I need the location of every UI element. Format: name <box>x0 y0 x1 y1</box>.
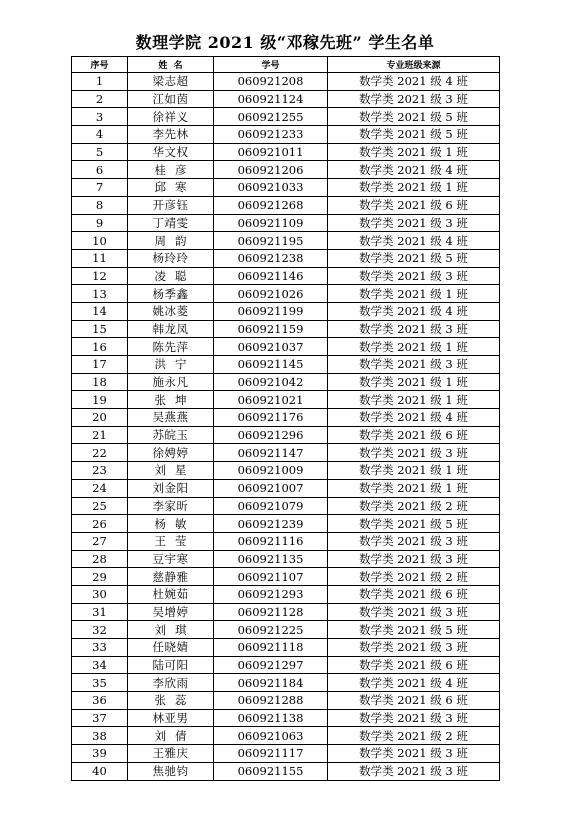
header-name: 姓 名 <box>128 57 214 73</box>
row-student-id-cell: 060921159 <box>214 320 328 338</box>
table-row <box>72 161 500 179</box>
row-index-cell: 26 <box>72 515 128 533</box>
row-student-id-cell: 060921117 <box>214 745 328 763</box>
row-index-cell: 20 <box>72 409 128 427</box>
row-class-source-cell: 数学类 2021 级 6 班 <box>328 656 500 674</box>
table-row <box>72 179 500 197</box>
row-index-cell: 25 <box>72 497 128 515</box>
table-row <box>72 108 500 126</box>
row-name-cell: 邱寒 <box>128 179 214 197</box>
row-name-cell: 陈先萍 <box>128 338 214 356</box>
row-index-cell: 32 <box>72 621 128 639</box>
row-name-cell: 李欣雨 <box>128 674 214 692</box>
row-index-cell: 19 <box>72 391 128 409</box>
table-row <box>72 462 500 480</box>
row-student-id-cell: 060921238 <box>214 249 328 267</box>
table-row <box>72 356 500 374</box>
row-class-source-cell: 数学类 2021 级 3 班 <box>328 267 500 285</box>
row-index-cell: 6 <box>72 161 128 179</box>
row-name-cell: 周韵 <box>128 232 214 250</box>
row-student-id-cell: 060921021 <box>214 391 328 409</box>
table-row <box>72 232 500 250</box>
row-index-cell: 4 <box>72 126 128 144</box>
row-class-source-cell: 数学类 2021 级 6 班 <box>328 196 500 214</box>
row-class-source-cell: 数学类 2021 级 1 班 <box>328 143 500 161</box>
row-student-id-cell: 060921128 <box>214 603 328 621</box>
row-index-cell: 15 <box>72 320 128 338</box>
row-student-id-cell: 060921208 <box>214 73 328 91</box>
row-name-cell: 徐娉婷 <box>128 444 214 462</box>
row-index-cell: 23 <box>72 462 128 480</box>
row-class-source-cell: 数学类 2021 级 4 班 <box>328 302 500 320</box>
row-class-source-cell: 数学类 2021 级 4 班 <box>328 409 500 427</box>
row-index-cell: 30 <box>72 585 128 603</box>
row-name-cell: 苏皖玉 <box>128 426 214 444</box>
row-class-source-cell: 数学类 2021 级 4 班 <box>328 73 500 91</box>
row-name-cell: 张坤 <box>128 391 214 409</box>
table-row <box>72 550 500 568</box>
row-index-cell: 38 <box>72 727 128 745</box>
row-name-cell: 李家昕 <box>128 497 214 515</box>
row-name-cell: 杜婉茹 <box>128 585 214 603</box>
row-student-id-cell: 060921206 <box>214 161 328 179</box>
table-row <box>72 338 500 356</box>
row-class-source-cell: 数学类 2021 级 3 班 <box>328 639 500 657</box>
row-index-cell: 29 <box>72 568 128 586</box>
table-row <box>72 267 500 285</box>
row-student-id-cell: 060921199 <box>214 302 328 320</box>
row-index-cell: 10 <box>72 232 128 250</box>
row-student-id-cell: 060921138 <box>214 709 328 727</box>
row-name-cell: 徐祥义 <box>128 108 214 126</box>
row-index-cell: 33 <box>72 639 128 657</box>
row-student-id-cell: 060921293 <box>214 585 328 603</box>
row-name-cell: 王莹 <box>128 532 214 550</box>
row-student-id-cell: 060921118 <box>214 639 328 657</box>
table-row <box>72 426 500 444</box>
student-roster-table <box>71 56 500 781</box>
table-row <box>72 674 500 692</box>
row-student-id-cell: 060921042 <box>214 373 328 391</box>
row-student-id-cell: 060921297 <box>214 656 328 674</box>
row-class-source-cell: 数学类 2021 级 2 班 <box>328 727 500 745</box>
table-row <box>72 692 500 710</box>
row-student-id-cell: 060921255 <box>214 108 328 126</box>
table-row <box>72 126 500 144</box>
row-class-source-cell: 数学类 2021 级 1 班 <box>328 462 500 480</box>
row-index-cell: 22 <box>72 444 128 462</box>
row-class-source-cell: 数学类 2021 级 5 班 <box>328 621 500 639</box>
row-name-cell: 江如茵 <box>128 90 214 108</box>
row-index-cell: 16 <box>72 338 128 356</box>
row-index-cell: 1 <box>72 73 128 91</box>
table-body <box>72 73 500 781</box>
table-row <box>72 745 500 763</box>
row-class-source-cell: 数学类 2021 级 2 班 <box>328 497 500 515</box>
row-name-cell: 杨季鑫 <box>128 285 214 303</box>
header-index: 序号 <box>72 57 128 73</box>
table-row <box>72 709 500 727</box>
row-index-cell: 40 <box>72 762 128 780</box>
table-header-row <box>72 57 500 73</box>
row-student-id-cell: 060921268 <box>214 196 328 214</box>
table-row <box>72 639 500 657</box>
row-student-id-cell: 060921145 <box>214 356 328 374</box>
row-class-source-cell: 数学类 2021 级 5 班 <box>328 249 500 267</box>
table-row <box>72 143 500 161</box>
row-class-source-cell: 数学类 2021 级 6 班 <box>328 692 500 710</box>
row-name-cell: 凌聪 <box>128 267 214 285</box>
row-name-cell: 梁志超 <box>128 73 214 91</box>
row-class-source-cell: 数学类 2021 级 1 班 <box>328 479 500 497</box>
row-class-source-cell: 数学类 2021 级 3 班 <box>328 709 500 727</box>
row-class-source-cell: 数学类 2021 级 3 班 <box>328 90 500 108</box>
row-class-source-cell: 数学类 2021 级 3 班 <box>328 444 500 462</box>
row-student-id-cell: 060921176 <box>214 409 328 427</box>
table-row <box>72 409 500 427</box>
row-name-cell: 开彦钰 <box>128 196 214 214</box>
row-index-cell: 39 <box>72 745 128 763</box>
row-class-source-cell: 数学类 2021 级 3 班 <box>328 214 500 232</box>
row-student-id-cell: 060921007 <box>214 479 328 497</box>
row-class-source-cell: 数学类 2021 级 1 班 <box>328 179 500 197</box>
row-index-cell: 31 <box>72 603 128 621</box>
row-student-id-cell: 060921109 <box>214 214 328 232</box>
row-student-id-cell: 060921296 <box>214 426 328 444</box>
row-name-cell: 华文权 <box>128 143 214 161</box>
table-row <box>72 727 500 745</box>
row-class-source-cell: 数学类 2021 级 5 班 <box>328 126 500 144</box>
row-name-cell: 刘琪 <box>128 621 214 639</box>
row-student-id-cell: 060921009 <box>214 462 328 480</box>
row-index-cell: 18 <box>72 373 128 391</box>
row-class-source-cell: 数学类 2021 级 1 班 <box>328 391 500 409</box>
row-index-cell: 13 <box>72 285 128 303</box>
row-student-id-cell: 060921124 <box>214 90 328 108</box>
table-row <box>72 214 500 232</box>
row-index-cell: 7 <box>72 179 128 197</box>
row-student-id-cell: 060921011 <box>214 143 328 161</box>
row-name-cell: 杨玲玲 <box>128 249 214 267</box>
row-student-id-cell: 060921155 <box>214 762 328 780</box>
row-student-id-cell: 060921225 <box>214 621 328 639</box>
header-student-id: 学号 <box>214 57 328 73</box>
row-index-cell: 36 <box>72 692 128 710</box>
row-index-cell: 8 <box>72 196 128 214</box>
row-name-cell: 桂彦 <box>128 161 214 179</box>
row-index-cell: 24 <box>72 479 128 497</box>
row-name-cell: 刘星 <box>128 462 214 480</box>
table-row <box>72 249 500 267</box>
table-row <box>72 285 500 303</box>
row-index-cell: 35 <box>72 674 128 692</box>
row-name-cell: 张蕊 <box>128 692 214 710</box>
row-student-id-cell: 060921146 <box>214 267 328 285</box>
row-class-source-cell: 数学类 2021 级 4 班 <box>328 674 500 692</box>
table-row <box>72 585 500 603</box>
row-name-cell: 刘金阳 <box>128 479 214 497</box>
row-student-id-cell: 060921063 <box>214 727 328 745</box>
row-student-id-cell: 060921026 <box>214 285 328 303</box>
row-student-id-cell: 060921033 <box>214 179 328 197</box>
table-row <box>72 320 500 338</box>
document-title: 数理学院 2021 级“邓稼先班” 学生名单 <box>135 33 435 52</box>
row-index-cell: 9 <box>72 214 128 232</box>
row-student-id-cell: 060921037 <box>214 338 328 356</box>
table-row <box>72 621 500 639</box>
row-class-source-cell: 数学类 2021 级 3 班 <box>328 745 500 763</box>
row-student-id-cell: 060921233 <box>214 126 328 144</box>
row-class-source-cell: 数学类 2021 级 4 班 <box>328 232 500 250</box>
row-name-cell: 慈静雅 <box>128 568 214 586</box>
row-class-source-cell: 数学类 2021 级 4 班 <box>328 161 500 179</box>
row-name-cell: 李先林 <box>128 126 214 144</box>
row-name-cell: 丁靖雯 <box>128 214 214 232</box>
table-row <box>72 73 500 91</box>
table-row <box>72 444 500 462</box>
table-row <box>72 515 500 533</box>
row-index-cell: 3 <box>72 108 128 126</box>
row-name-cell: 豆宇寒 <box>128 550 214 568</box>
row-index-cell: 34 <box>72 656 128 674</box>
row-student-id-cell: 060921107 <box>214 568 328 586</box>
table-row <box>72 656 500 674</box>
row-name-cell: 焦驰钧 <box>128 762 214 780</box>
table-row <box>72 762 500 780</box>
header-class-source: 专业班级来源 <box>328 57 500 73</box>
row-index-cell: 2 <box>72 90 128 108</box>
row-index-cell: 14 <box>72 302 128 320</box>
row-index-cell: 21 <box>72 426 128 444</box>
table-row <box>72 532 500 550</box>
table-row <box>72 90 500 108</box>
row-index-cell: 5 <box>72 143 128 161</box>
row-student-id-cell: 060921079 <box>214 497 328 515</box>
table-row <box>72 568 500 586</box>
row-index-cell: 17 <box>72 356 128 374</box>
row-name-cell: 刘倩 <box>128 727 214 745</box>
row-student-id-cell: 060921116 <box>214 532 328 550</box>
row-class-source-cell: 数学类 2021 级 2 班 <box>328 568 500 586</box>
row-name-cell: 林亚男 <box>128 709 214 727</box>
row-student-id-cell: 060921239 <box>214 515 328 533</box>
row-class-source-cell: 数学类 2021 级 1 班 <box>328 338 500 356</box>
row-student-id-cell: 060921195 <box>214 232 328 250</box>
row-name-cell: 吴增婷 <box>128 603 214 621</box>
row-student-id-cell: 060921288 <box>214 692 328 710</box>
row-index-cell: 11 <box>72 249 128 267</box>
row-class-source-cell: 数学类 2021 级 3 班 <box>328 603 500 621</box>
row-name-cell: 任晓婧 <box>128 639 214 657</box>
row-index-cell: 27 <box>72 532 128 550</box>
row-index-cell: 28 <box>72 550 128 568</box>
table-row <box>72 603 500 621</box>
row-class-source-cell: 数学类 2021 级 5 班 <box>328 515 500 533</box>
row-class-source-cell: 数学类 2021 级 6 班 <box>328 426 500 444</box>
row-class-source-cell: 数学类 2021 级 3 班 <box>328 356 500 374</box>
row-index-cell: 37 <box>72 709 128 727</box>
row-name-cell: 王雅庆 <box>128 745 214 763</box>
row-student-id-cell: 060921184 <box>214 674 328 692</box>
row-name-cell: 施永凡 <box>128 373 214 391</box>
row-name-cell: 吴燕燕 <box>128 409 214 427</box>
row-name-cell: 姚冰菱 <box>128 302 214 320</box>
row-name-cell: 洪宁 <box>128 356 214 374</box>
row-name-cell: 韩龙凤 <box>128 320 214 338</box>
row-class-source-cell: 数学类 2021 级 1 班 <box>328 285 500 303</box>
table-row <box>72 391 500 409</box>
row-class-source-cell: 数学类 2021 级 3 班 <box>328 320 500 338</box>
table-row <box>72 497 500 515</box>
table-row <box>72 302 500 320</box>
row-student-id-cell: 060921147 <box>214 444 328 462</box>
row-index-cell: 12 <box>72 267 128 285</box>
row-class-source-cell: 数学类 2021 级 3 班 <box>328 550 500 568</box>
row-name-cell: 陆可阳 <box>128 656 214 674</box>
table-row <box>72 373 500 391</box>
row-class-source-cell: 数学类 2021 级 3 班 <box>328 762 500 780</box>
row-name-cell: 杨敏 <box>128 515 214 533</box>
row-class-source-cell: 数学类 2021 级 5 班 <box>328 108 500 126</box>
table-row <box>72 196 500 214</box>
row-class-source-cell: 数学类 2021 级 6 班 <box>328 585 500 603</box>
table-row <box>72 479 500 497</box>
row-class-source-cell: 数学类 2021 级 3 班 <box>328 532 500 550</box>
row-student-id-cell: 060921135 <box>214 550 328 568</box>
row-class-source-cell: 数学类 2021 级 1 班 <box>328 373 500 391</box>
